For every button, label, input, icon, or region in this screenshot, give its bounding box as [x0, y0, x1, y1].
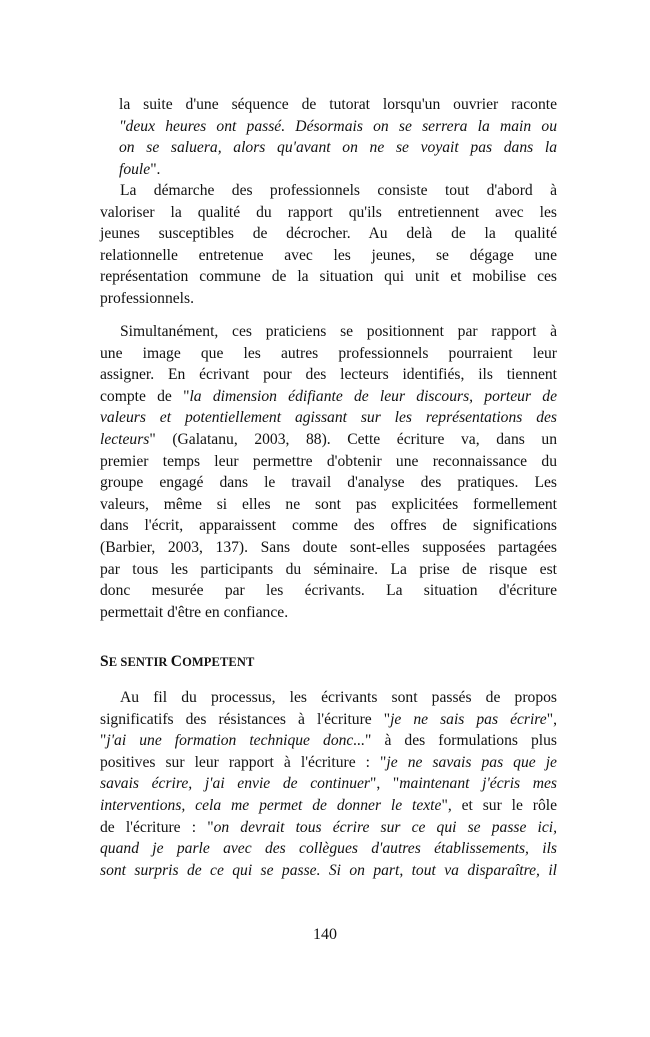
- body-paragraph: [100, 321, 557, 623]
- page-number: 140: [313, 926, 337, 943]
- text-line: on se saluera, alors qu'avant on ne se voyait pas dans la: [119, 139, 557, 157]
- text-line: la suite d'une séquence de tutorat lorsqu'un ouvrier raconte: [119, 96, 557, 113]
- text-line: valoriser la qualité du rapport qu'ils entretiennent avec les: [100, 203, 557, 221]
- text-line: "j'ai une formation technique donc..." à des formulations plus: [100, 732, 557, 750]
- text-line: dans l'écrit, apparaissent comme des offres de significations: [100, 517, 557, 535]
- text-line: valeurs, même si elles ne sont pas explicitées formellement: [100, 495, 557, 513]
- text-line: valeurs et potentiellement agissant sur les représentations des: [100, 409, 557, 427]
- text-line: permettait d'être en confiance.: [100, 603, 289, 621]
- text-line: lecteurs" (Galatanu, 2003, 88). Cette écriture va, dans un: [100, 430, 557, 448]
- text-line: une image que les autres professionnels pourraient leur: [100, 344, 557, 362]
- text-line: représentation commune de la situation qui unit et mobilise ces: [100, 268, 557, 286]
- text-line: jeunes susceptibles de décrocher. Au delà de la qualité: [100, 225, 557, 243]
- text-line: La démarche des professionnels consiste tout d'abord à: [120, 182, 557, 199]
- text-line: significatifs des résistances à l'écriture "je ne sais pas écrire",: [100, 710, 557, 728]
- text-line: relationnelle entretenue avec les jeunes, se dégage une: [100, 246, 557, 264]
- text-line: donc mesurée par les écrivants. La situation d'écriture: [100, 582, 557, 600]
- text-line: de l'écriture : "on devrait tous écrire sur ce qui se passe ici,: [100, 818, 558, 836]
- text-line: sont surpris de ce qui se passe. Si on part, tout va disparaître, il: [100, 861, 557, 879]
- text-line: Simultanément, ces praticiens se positionnent par rapport à: [120, 323, 557, 340]
- body-paragraph: [100, 687, 557, 881]
- text-line: Au fil du processus, les écrivants sont passés de propos: [120, 689, 557, 706]
- text-line: "deux heures ont passé. Désormais on se serrera la main ou: [119, 117, 557, 135]
- text-line: professionnels.: [100, 289, 194, 307]
- text-line: foule".: [119, 160, 161, 178]
- text-line: (Barbier, 2003, 137). Sans doute sont-elles supposées partagées: [100, 538, 557, 556]
- text-line: positives sur leur rapport à l'écriture : "je ne savais pas que je: [100, 753, 557, 771]
- body-paragraph: [100, 180, 557, 310]
- text-line: par tous les participants du séminaire. La prise de risque est: [100, 560, 557, 578]
- text-line: interventions, cela me permet de donner le texte", et sur le rôle: [100, 796, 558, 814]
- text-line: savais écrire, j'ai envie de continuer", "maintenant j'écris mes: [100, 775, 558, 793]
- quote-paragraph: [100, 94, 557, 180]
- text-line: quand je parle avec des collègues d'autres établissements, ils: [100, 840, 557, 858]
- text-line: assigner. En écrivant pour des lecteurs identifiés, ils tiennent: [100, 366, 557, 384]
- section-heading: SE SENTIR COMPETENT: [100, 653, 255, 670]
- text-line: groupe engagé dans le travail d'analyse des pratiques. Les: [100, 474, 557, 492]
- text-line: compte de "la dimension édifiante de leur discours, porteur de: [100, 387, 558, 405]
- text-line: premier temps leur permettre d'obtenir une reconnaissance du: [100, 452, 557, 470]
